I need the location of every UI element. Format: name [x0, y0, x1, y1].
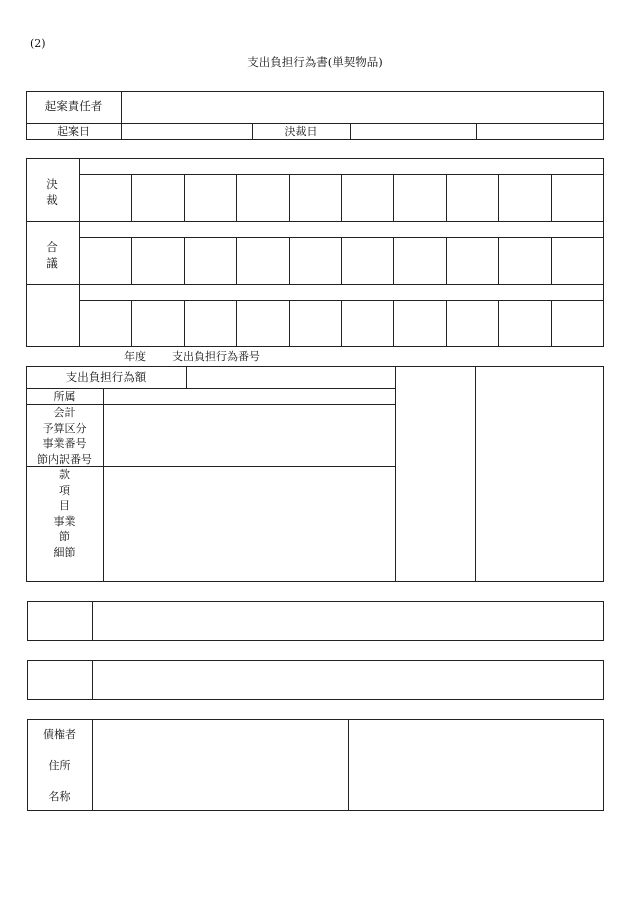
stamp-cell-divider — [498, 174, 499, 221]
stamp-cell-divider — [236, 237, 237, 284]
creditor-extra-field[interactable] — [349, 720, 603, 810]
blank-box-1-field[interactable] — [93, 602, 603, 640]
approval-frame — [26, 158, 604, 347]
stamp-cell-divider — [393, 237, 394, 284]
stamp-cell-divider — [551, 237, 552, 284]
stamp-cell-divider — [184, 174, 185, 221]
stamp-cell-divider — [551, 174, 552, 221]
stamp-cell-divider — [184, 300, 185, 347]
details-side-field-1[interactable] — [396, 367, 475, 581]
draft-date-field[interactable] — [122, 124, 252, 139]
consultation-label: 合 議 — [46, 240, 58, 270]
extra-date-field[interactable] — [477, 124, 603, 139]
budget-labels: 会計 予算区分 事業番号 節内訳番号 — [37, 406, 92, 466]
stamp-cell-divider — [498, 237, 499, 284]
blank-box-2-field[interactable] — [93, 661, 603, 699]
stamp-cell-divider — [289, 300, 290, 347]
creditor-details-field[interactable] — [93, 720, 348, 810]
stamp-cell-divider — [446, 300, 447, 347]
approval-row-divider-1 — [26, 221, 604, 222]
stamp-cell-divider — [446, 174, 447, 221]
stamp-cell-divider — [393, 174, 394, 221]
address-label: 住所 — [48, 759, 71, 772]
proposer-field[interactable] — [122, 92, 603, 123]
amount-field[interactable] — [187, 367, 394, 388]
item-field[interactable] — [104, 467, 394, 581]
approval-label-divider — [79, 158, 80, 347]
year-label: 年度 — [124, 350, 146, 363]
decision-date-field[interactable] — [351, 124, 476, 139]
expenditure-number-label: 支出負担行為番号 — [172, 350, 260, 363]
form-number: (2) — [30, 37, 46, 50]
name-label: 名称 — [48, 790, 71, 803]
amount-label: 支出負担行為額 — [65, 370, 147, 384]
decision-date-label: 決裁日 — [284, 125, 318, 138]
stamp-cell-divider — [341, 174, 342, 221]
stamp-cell-divider — [551, 300, 552, 347]
creditor-label: 債権者 — [43, 728, 76, 741]
stamp-cell-divider — [341, 300, 342, 347]
stamp-cell-divider — [131, 300, 132, 347]
stamp-cell-divider — [184, 237, 185, 284]
stamp-cell-divider — [289, 174, 290, 221]
approval-row-divider-2 — [26, 284, 604, 285]
stamp-cell-divider — [236, 300, 237, 347]
stamp-cell-divider — [289, 237, 290, 284]
draft-date-label: 起案日 — [57, 125, 90, 138]
decision-label: 決 裁 — [46, 177, 58, 207]
stamp-cell-divider — [236, 174, 237, 221]
budget-field[interactable] — [104, 405, 394, 466]
proposer-label: 起案責任者 — [44, 99, 103, 113]
stamp-cell-divider — [131, 237, 132, 284]
stamp-cell-divider — [446, 237, 447, 284]
affiliation-label: 所属 — [53, 390, 76, 403]
form-title: 支出負担行為書(単契物品) — [247, 55, 383, 69]
stamp-cell-divider — [131, 174, 132, 221]
stamp-cell-divider — [498, 300, 499, 347]
stamp-cell-divider — [393, 300, 394, 347]
details-side-field-2[interactable] — [476, 367, 603, 581]
affiliation-field[interactable] — [104, 389, 394, 404]
stamp-cell-divider — [341, 237, 342, 284]
item-labels: 款 項 目 事業 節 細節 — [53, 468, 76, 559]
